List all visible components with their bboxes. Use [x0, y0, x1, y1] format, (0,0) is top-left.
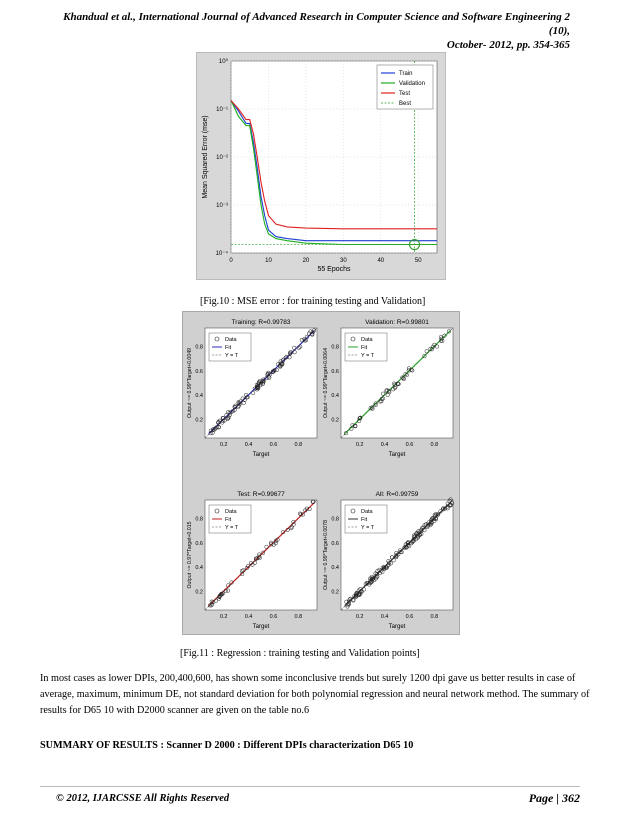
mse-chart	[197, 53, 445, 279]
mse-ytick-label: 10⁻¹	[216, 107, 228, 113]
regression-xtick-label: 0.6	[405, 442, 414, 448]
mse-ylabel: Mean Squared Error (mse)	[202, 115, 209, 199]
regression-xtick-label: 0.8	[294, 614, 303, 620]
regression-ytick-label: 0.4	[195, 565, 203, 572]
regression-ylabel: Output ~= 0.99*Target+0.0078	[323, 520, 329, 590]
legend-data-label: Data	[361, 509, 373, 515]
regression-ytick-label: 0.4	[331, 565, 339, 572]
legend-fit-label: Fit	[361, 517, 368, 523]
regression-ytick-label: 0.6	[331, 540, 339, 547]
header-line-2: October- 2012, pp. 354-365	[446, 39, 570, 51]
figure-11-regression-plots	[182, 311, 460, 635]
figure-11-caption: [Fig.11 : Regression : training testing and Validation points]	[180, 648, 420, 659]
legend-data-label: Data	[361, 337, 373, 343]
regression-xlabel: Target	[388, 624, 406, 630]
regression-xtick-label: 0.6	[269, 614, 278, 620]
regression-ylabel: Output ~= 0.99*Target+0.0064	[323, 348, 329, 418]
regression-ytick-label: 0.4	[195, 393, 203, 400]
regression-xtick-label: 0.2	[219, 442, 228, 448]
regression-ytick-label: 0.6	[195, 540, 203, 547]
regression-ytick-label: 0.2	[331, 417, 339, 424]
regression-xlabel: Target	[388, 452, 406, 458]
regression-xtick-label: 0.2	[355, 442, 364, 448]
regression-panel-1	[187, 319, 317, 458]
mse-ytick-label: 10⁰	[218, 59, 228, 65]
legend-identity-label: Y = T	[225, 353, 239, 359]
mse-legend	[377, 65, 433, 109]
mse-ytick-label: 10⁻⁴	[215, 251, 228, 257]
regression-xtick-label: 0.8	[294, 442, 303, 448]
regression-ytick-label: 0.8	[195, 344, 203, 351]
legend-data-label: Data	[225, 509, 237, 515]
legend-fit-label: Fit	[225, 345, 232, 351]
mse-legend-test: Test	[399, 91, 411, 97]
page-number: Page | 362	[528, 791, 580, 805]
regression-ytick-label: 0.2	[195, 589, 203, 596]
mse-xtick-label: 50	[414, 258, 422, 264]
regression-panel-3	[187, 491, 317, 630]
legend-identity-label: Y = T	[361, 525, 375, 531]
regression-xtick-label: 0.4	[244, 442, 253, 448]
mse-ytick-label: 10⁻³	[216, 203, 228, 209]
regression-xtick-label: 0.6	[405, 614, 414, 620]
regression-ytick-label: 0.8	[331, 516, 339, 523]
regression-chart-grid	[183, 312, 459, 634]
mse-legend-validation: Validation	[399, 81, 425, 87]
regression-ytick-label: 0.8	[195, 516, 203, 523]
regression-title: All: R=0.99759	[375, 491, 419, 498]
summary-heading: SUMMARY OF RESULTS : Scanner D 2000 : Different DPIs characterization D65 10	[40, 740, 414, 751]
regression-xlabel: Target	[252, 624, 270, 630]
mse-xlabel: 55 Epochs	[317, 266, 351, 273]
legend-fit-label: Fit	[225, 517, 232, 523]
regression-xtick-label: 0.4	[244, 614, 253, 620]
mse-xtick-label: 30	[340, 258, 347, 264]
regression-ylabel: Output ~= 0.97*Target+0.015	[187, 521, 193, 589]
legend-identity-label: Y = T	[361, 353, 375, 359]
regression-ylabel: Output ~= 0.99*Target+0.0049	[187, 348, 193, 418]
copyright-notice: © 2012, IJARCSSE All Rights Reserved	[56, 793, 230, 804]
regression-xtick-label: 0.6	[269, 442, 278, 448]
page-footer	[40, 786, 580, 809]
regression-title: Validation: R=0.99801	[365, 319, 429, 326]
regression-xtick-label: 0.8	[430, 614, 439, 620]
header-line-1: Khandual et al., International Journal of Advanced Research in Computer Science and Software Engineering 2 (10),	[63, 11, 570, 37]
regression-ytick-label: 0.2	[331, 589, 339, 596]
mse-legend-train: Train	[399, 71, 413, 77]
regression-xtick-label: 0.2	[219, 614, 228, 620]
regression-ytick-label: 0.6	[195, 368, 203, 375]
figure-10-mse-plot	[196, 52, 446, 280]
legend-fit-label: Fit	[361, 345, 368, 351]
regression-ytick-label: 0.6	[331, 368, 339, 375]
regression-xtick-label: 0.8	[430, 442, 439, 448]
mse-xtick-label: 40	[377, 258, 385, 264]
regression-ytick-label: 0.4	[331, 393, 339, 400]
regression-panel-4	[323, 491, 454, 630]
regression-xlabel: Target	[252, 452, 270, 458]
figure-10-caption: [Fig.10 : MSE error : for training testing and Validation]	[200, 296, 426, 307]
regression-title: Training: R=0.99783	[231, 319, 291, 326]
legend-identity-label: Y = T	[225, 525, 239, 531]
regression-xtick-label: 0.4	[380, 442, 389, 448]
regression-ytick-label: 0.2	[195, 417, 203, 424]
mse-ytick-label: 10⁻²	[216, 155, 228, 161]
running-header	[40, 10, 570, 52]
paragraph-text: In most cases as lower DPIs, 200,400,600, has shown some inconclusive trends but surely 1200 dpi gave us better results in case of average, maximum, minimum DE, not standard deviation for both polynomial regression and neural network method. The summary of results for D65 10 with D2000 scanner are given on the table no.6	[40, 673, 590, 716]
body-paragraph	[40, 671, 600, 719]
mse-xtick-label: 20	[302, 258, 310, 264]
mse-legend-best: Best	[399, 101, 412, 107]
regression-xtick-label: 0.2	[355, 614, 364, 620]
regression-ytick-label: 0.8	[331, 344, 339, 351]
mse-xtick-label: 10	[265, 258, 272, 264]
regression-xtick-label: 0.4	[380, 614, 389, 620]
regression-title: Test: R=0.99677	[237, 491, 285, 498]
legend-data-label: Data	[225, 337, 237, 343]
regression-panel-2	[323, 319, 453, 458]
mse-xtick-label: 0	[229, 258, 233, 264]
